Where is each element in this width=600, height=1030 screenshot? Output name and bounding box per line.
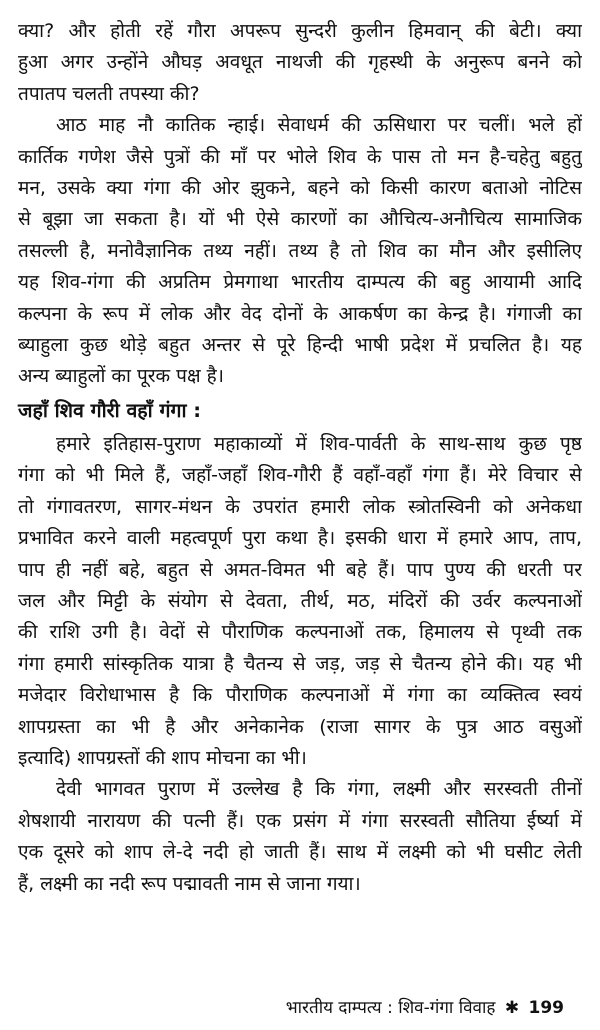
text-line: अन्य ब्याहुलों का पूरक पक्ष है। xyxy=(18,365,224,388)
text-line: कल्पना के रूप में लोक और वेद दोनों के आकर्षण का केन्द्र है। गंगाजी का xyxy=(18,302,582,325)
text-line: मन, उसके क्या गंगा की ओर झुकने, बहने को किसी कारण बताओ नोटिस xyxy=(18,177,582,200)
text-line: तसल्ली है, मनोवैज्ञानिक तथ्य नहीं। तथ्य है तो शिव का मौन और इसीलिए xyxy=(18,239,582,262)
text-line: पाप ही नहीं बहे, बहुत से अमत-विमत भी बहे हैं। पाप पुण्य की धरती पर xyxy=(18,558,582,581)
text-line: कार्तिक गणेश जैसे पुत्रों की माँ पर भोले शिव के पास तो मन है-चहेतु बहुतु xyxy=(18,145,582,168)
separator-star-icon: ✱ xyxy=(504,998,520,1018)
text-line: तो गंगावतरण, सागर-मंथन के उपरांत हमारी लोक स्त्रोतस्विनी को अनेकधा xyxy=(18,495,582,518)
text-line: तपातप चलती तपस्या की? xyxy=(18,82,200,105)
text-line: ब्याहुला कुछ थोड़े बहुत अन्तर से पूरे हिन्दी भाषी प्रदेश में प्रचलित है। यह xyxy=(18,334,582,357)
paragraph-p3 xyxy=(18,429,582,774)
page-footer xyxy=(286,996,564,1020)
text-line: हमारे इतिहास-पुराण महाकाव्यों में शिव-पार्वती के साथ-साथ कुछ पृष्ठ xyxy=(56,432,582,455)
text-line: की राशि उगी है। वेदों से पौराणिक कल्पनाओं तक, हिमालय से पृथ्वी तक xyxy=(18,621,582,644)
paragraph-p4 xyxy=(18,774,582,900)
text-line: शापग्रस्ता का भी है और अनेकानेक (राजा सागर के पुत्र आठ वसुओं xyxy=(18,715,582,738)
body-text-after-heading xyxy=(18,429,582,900)
text-line: आठ माह नौ कातिक न्हाई। सेवाधर्म की ऊसिधारा पर चलीं। भले हों xyxy=(56,114,582,137)
text-line: गंगा हमारी सांस्कृतिक यात्रा है चैतन्य से जड़, जड़ से चैतन्य होने की। यह भी xyxy=(18,652,582,675)
text-line: मजेदार विरोधाभास है कि पौराणिक कल्पनाओं में गंगा का व्यक्तित्व स्वयं xyxy=(18,684,582,707)
text-line: क्या? और होती रहें गौरा अपरूप सुन्दरी कुलीन हिमवान् की बेटी। क्या xyxy=(18,20,582,42)
body-text-before-heading xyxy=(18,16,582,393)
text-line: एक दूसरे को शाप ले-दे नदी हो जाती हैं। साथ में लक्ष्मी को भी घसीट लेती xyxy=(18,841,582,864)
text-line: यह शिव-गंगा की अप्रतिम प्रेमगाथा भारतीय दाम्पत्य की बहु आयामी आदि xyxy=(18,271,582,294)
text-line: से बूझा जा सकता है। यों भी ऐसे कारणों का औचित्य-अनौचित्य सामाजिक xyxy=(18,208,582,231)
text-line: गंगा को भी मिले हैं, जहाँ-जहाँ शिव-गौरी हैं वहाँ-वहाँ गंगा हैं। मेरे विचार से xyxy=(18,464,582,487)
text-line: शेषशायी नारायण की पत्नी हैं। एक प्रसंग में गंगा सरस्वती सौतिया ईर्ष्या में xyxy=(18,809,582,832)
section-heading: जहाँ शिव गौरी वहाँ गंगा : xyxy=(18,398,202,422)
page-number: 199 xyxy=(528,998,564,1018)
running-title: भारतीय दाम्पत्य : शिव-गंगा विवाह xyxy=(285,998,496,1018)
paragraph-p1 xyxy=(18,16,582,110)
text-line: प्रभावित करने वाली महत्वपूर्ण पुरा कथा है। इसकी धारा में हमारे आप, ताप, xyxy=(18,527,582,550)
paragraph-p2 xyxy=(18,110,582,393)
text-line: हैं, लक्ष्मी का नदी रूप पद्मावती नाम से जाना गया। xyxy=(18,872,361,895)
text-line: इत्यादि) शापग्रस्तों की शाप मोचना का भी। xyxy=(18,746,307,769)
text-line: देवी भागवत पुराण में उल्लेख है कि गंगा, लक्ष्मी और सरस्वती तीनों xyxy=(56,778,582,801)
text-line: जल और मिट्टी के संयोग से देवता, तीर्थ, मठ, मंदिरों की उर्वर कल्पनाओं xyxy=(18,589,582,612)
text-line: हुआ अगर उन्होंने औघड़ अवधूत नाथजी की गृहस्थी के अनुरूप बनने को xyxy=(18,51,582,74)
